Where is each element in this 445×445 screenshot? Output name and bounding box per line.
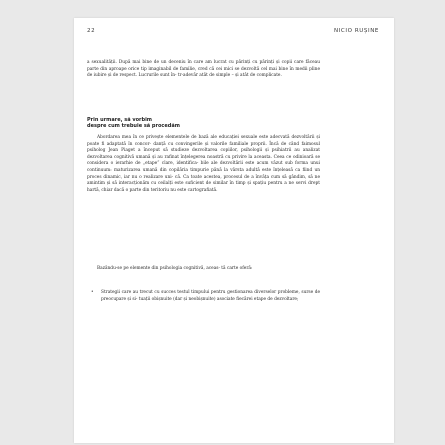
book-page [74, 18, 394, 443]
section-heading-line-1: Prin urmare, să vorbim [87, 117, 153, 123]
section-heading [87, 117, 320, 129]
page-number: 22 [87, 28, 96, 34]
paragraph-intro [87, 60, 320, 80]
bullet-list [87, 290, 320, 303]
book-title: NICIO RUȘINE [333, 28, 379, 34]
paragraph-text: a sexualității. După mai bine de un deceniu în care am lucrat cu părinți cu părinți și copii care făceau parte din aproape orice tip imaginabil de familie, cred că cei mici se dezvoltă cel mai bine în medii pline de iubire și de respect. Lucrurile sunt în- tr-adevăr atât de simple – și atât de complicate. [87, 60, 320, 79]
section-heading-line-2: despre cum trebuie să procedăm [87, 123, 180, 130]
paragraph-text: Bazându-se pe elemente din psihologia cognitivă, aceas- tă carte oferă: [97, 266, 253, 271]
paragraph-book-offers [87, 266, 320, 273]
list-item [87, 290, 320, 303]
paragraph-text: Abordarea mea în ce privește elementele de bază ale educației sexuale este adecvată dezvoltării și poate fi adaptată în concor- danță cu convingerile și valorile familiale proprii. Încă de când faimosul psiholog Jean Piaget a început să studieze dezvoltarea copiilor, psihologii și psihiatrii au analizat dezvoltarea cognitivă umană și au rafinat înțelegerea noastră cu privire la aceasta. Ceea ce odinioară se considera o ierarhie de „etape” clare, identifica- bile ale dezvoltării este acum văzut sub forma unui continuum: maturizarea umană din copilăria timpurie până la vârsta adultă este înțeleasă ca fiind un proces dinamic, iar nu o realizare uni- că. Ca toate acestea, procesul de a învăța cum să gândim, să ne amintim și să interacționăm cu ceilalți este suficient de similar în timp și spațiu pentru a ne servi drept hartă, chiar dacă o parte din teritoriu nu este cartografiată. [87, 135, 320, 193]
list-item-text: Strategii care au trecut cu succes testul timpului pentru gestionarea diverselor probleme, surse de preocupare și si- tuații obișnuite (dar și neobișnuite) asociate fiecărei etape de dezvoltare; [101, 290, 320, 302]
paragraph-approach [87, 135, 320, 194]
bullet-mark: • [91, 290, 94, 295]
